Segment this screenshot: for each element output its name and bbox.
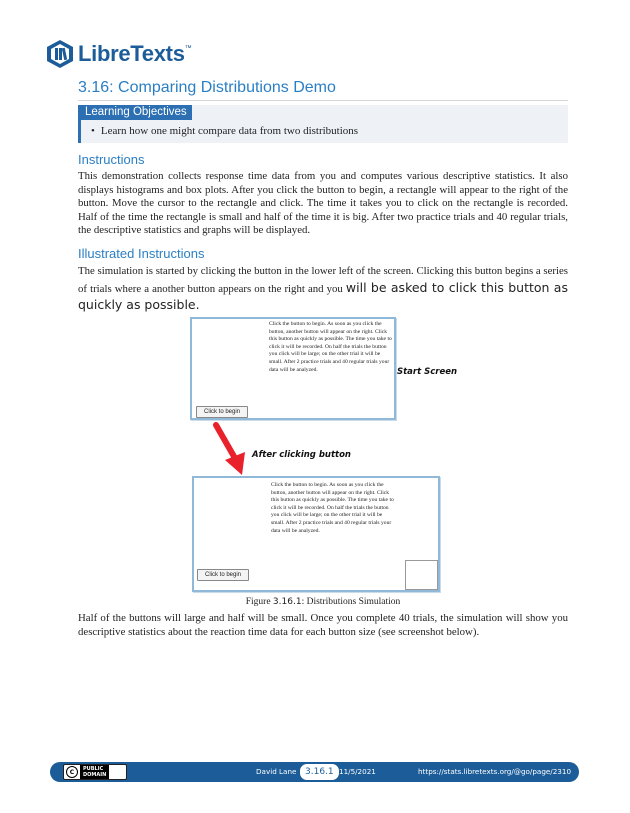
public-domain-badge[interactable] xyxy=(63,764,127,780)
illustrated-instructions-text: The simulation is started by clicking the button in the lower left of the screen. Clicking this button begins a series of trials where a another button appears on the right and you will be asked to click this button as quickly as possible. xyxy=(78,265,568,312)
cc-zero-icon: C xyxy=(66,766,78,778)
page-title: 3.16: Comparing Distributions Demo xyxy=(78,79,568,101)
footer-url[interactable]: https://stats.libretexts.org/@go/page/2310 xyxy=(418,767,572,776)
after-clicking-screenshot xyxy=(192,476,440,592)
learning-objectives-box xyxy=(78,105,568,143)
bullet-icon: • xyxy=(91,125,95,137)
sim-instructions-text-2: Click the button to begin. As soon as you click the button, another button will appear on the right. Click this button as quickly as possible. The time you take to click it will be recorded. On half the trials the button you click will be large; on the other trial it will be small. After 2 practice trials and 40 regular trials your data will be analyzed. xyxy=(271,482,394,534)
logo-text: LibreTexts™ xyxy=(78,41,192,66)
down-arrow-icon xyxy=(212,422,248,476)
closing-text: Half of the buttons will large and half will be small. Once you complete 40 trials, the simulation will show you descriptive statistics about the reaction time data for each button size (see screenshot below). xyxy=(78,612,568,638)
footer-date: 11/5/2021 xyxy=(339,767,376,776)
figure-caption: Figure 3.16.1: Distributions Simulation xyxy=(245,597,401,607)
sim-instructions-text: Click the button to begin. As soon as you click the button, another button will appear on the right. Click this button as quickly as possible. The time you take to click it will be recorded. On half the trials the button you click will be large; on the other trial it will be small. After 2 practice trials and 40 regular trials your data will be analyzed. xyxy=(269,321,392,373)
after-clicking-label: After clicking button xyxy=(252,450,351,460)
libretexts-logo[interactable] xyxy=(46,38,191,70)
footer-page-number: 3.16.1 xyxy=(299,763,340,781)
learning-objectives-label: Learning Objectives xyxy=(81,105,192,120)
click-to-begin-button-2[interactable]: Click to begin xyxy=(197,569,249,581)
objective-item: • Learn how one might compare data from two distributions xyxy=(91,125,359,137)
libretexts-logo-icon xyxy=(46,39,74,69)
illustrated-instructions-heading: Illustrated Instructions xyxy=(78,246,205,261)
instructions-heading: Instructions xyxy=(78,152,145,167)
click-to-begin-button[interactable]: Click to begin xyxy=(196,406,248,418)
page-footer xyxy=(50,762,579,782)
instructions-text: This demonstration collects response time data from you and computes various descriptive statistics. It also displays histograms and box plots. After you click the button to begin, a rectangle will appear to the right of the button. Move the cursor to the rectangle and click. The time it takes you to click on the rectangle is recorded. Half of the time the rectangle is small and half of the time it is big. After two practice trials and 40 regular trials, the descriptive statistics and graphs will be displayed. xyxy=(78,170,568,237)
start-screen-label: Start Screen xyxy=(397,367,458,377)
license-text: PUBLIC DOMAIN xyxy=(80,765,109,779)
target-rectangle[interactable] xyxy=(405,560,438,590)
start-screen-screenshot xyxy=(190,317,396,420)
footer-author: David Lane xyxy=(256,767,297,776)
